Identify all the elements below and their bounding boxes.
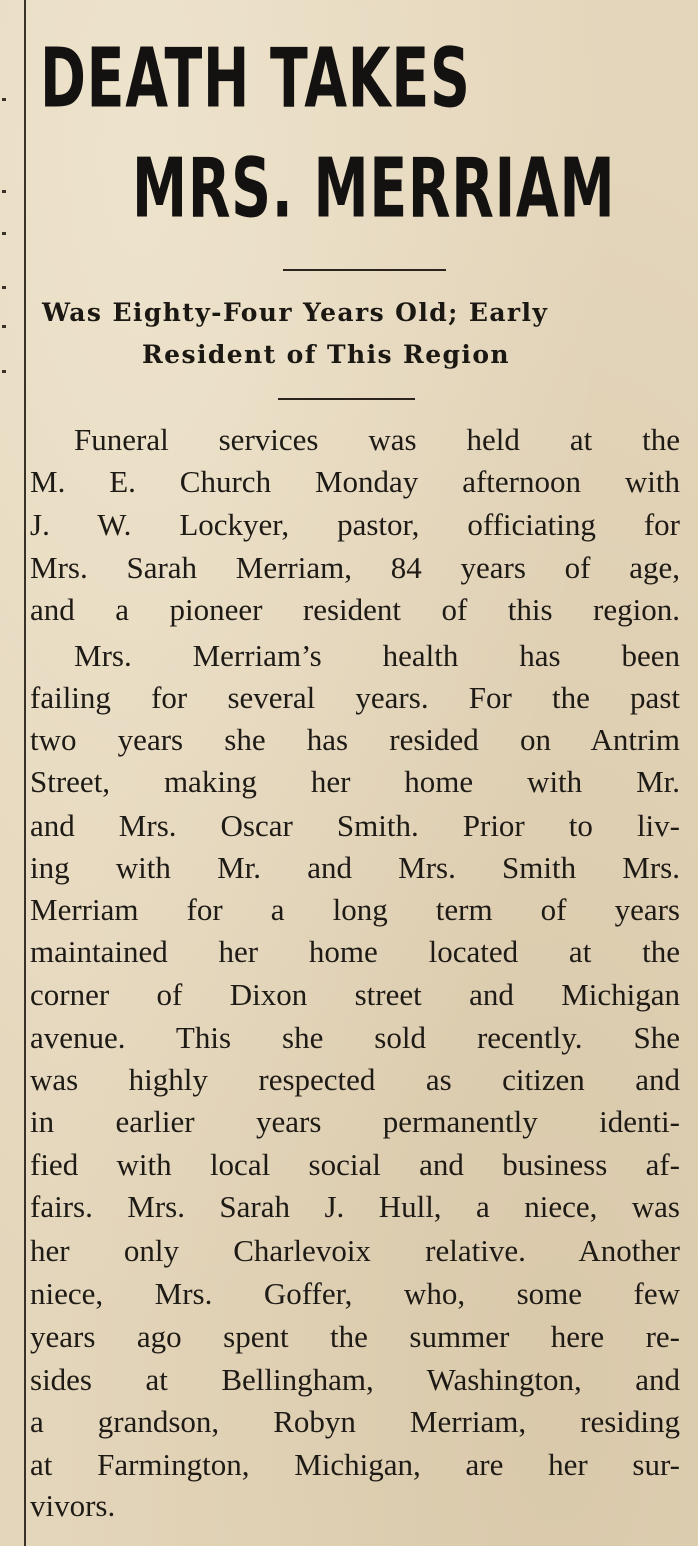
body-line: a grandson, Robyn Merriam, residing [30, 1404, 680, 1439]
body-line: maintained her home located at the [30, 934, 680, 969]
body-line: sides at Bellingham, Washington, and [30, 1362, 680, 1397]
body-line: and Mrs. Oscar Smith. Prior to liv- [30, 808, 680, 843]
body-line: niece, Mrs. Goffer, who, some few [30, 1276, 680, 1311]
body-line: J. W. Lockyer, pastor, officiating for [30, 507, 680, 542]
body-line: ing with Mr. and Mrs. Smith Mrs. [30, 850, 680, 885]
adjacent-column-edge [0, 0, 10, 1546]
subheadline-line-2: Resident of This Region [142, 340, 510, 369]
body-line: Mrs. Merriam’s health has been [74, 638, 680, 673]
headline-line-1: DEATH TAKES [40, 31, 471, 127]
body-line: Mrs. Sarah Merriam, 84 years of age, [30, 550, 680, 585]
divider-rule-top [283, 269, 446, 271]
body-line: at Farmington, Michigan, are her sur- [30, 1447, 680, 1482]
body-line: years ago spent the summer here re- [30, 1319, 680, 1354]
body-line: failing for several years. For the past [30, 680, 680, 715]
body-line: fairs. Mrs. Sarah J. Hull, a niece, was [30, 1189, 680, 1224]
body-line: and a pioneer resident of this region. [30, 592, 680, 627]
subheadline-line-1: Was Eighty-Four Years Old; Early [42, 298, 549, 327]
body-line: Merriam for a long term of years [30, 892, 680, 927]
body-line: fied with local social and business af- [30, 1147, 680, 1182]
body-line: M. E. Church Monday afternoon with [30, 464, 680, 499]
body-line: was highly respected as citizen and [30, 1062, 680, 1097]
divider-rule-bottom [278, 398, 415, 400]
body-line: two years she has resided on Antrim [30, 722, 680, 757]
column-rule [24, 0, 26, 1546]
body-line: in earlier years permanently identi- [30, 1104, 680, 1139]
body-line: Street, making her home with Mr. [30, 764, 680, 799]
body-line: corner of Dixon street and Michigan [30, 977, 680, 1012]
body-line: avenue. This she sold recently. She [30, 1020, 680, 1055]
headline-line-2: MRS. MERRIAM [132, 141, 616, 237]
body-line: Funeral services was held at the [74, 422, 680, 457]
body-line: vivors. [30, 1488, 116, 1523]
body-line: her only Charlevoix relative. Another [30, 1233, 680, 1268]
